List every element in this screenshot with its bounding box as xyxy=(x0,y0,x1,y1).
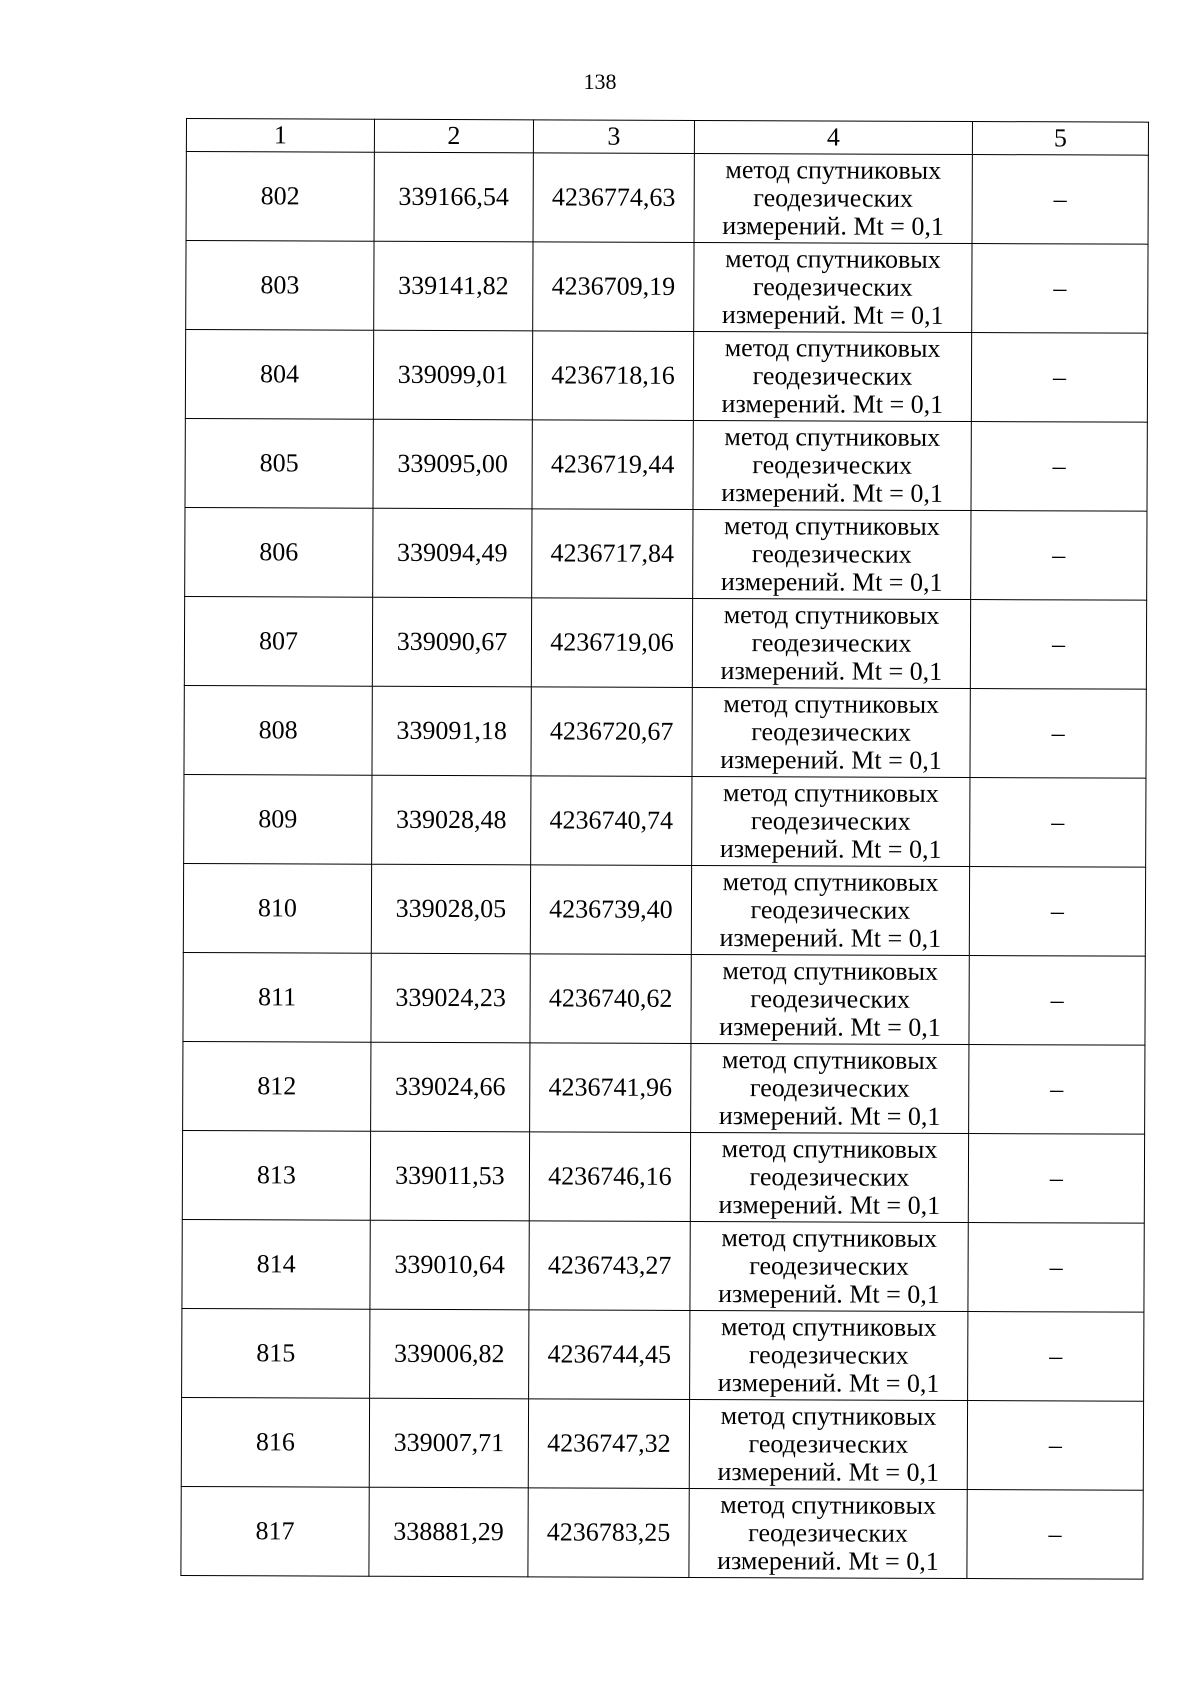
cell-note: – xyxy=(967,1490,1143,1580)
header-col-2: 2 xyxy=(374,119,533,153)
cell-note: – xyxy=(967,1401,1143,1491)
method-line: измерений. Mt = 0,1 xyxy=(720,656,943,686)
cell-y-coordinate: 4236740,74 xyxy=(531,776,692,866)
cell-point-number: 803 xyxy=(186,241,374,331)
method-line: геодезических xyxy=(749,1251,910,1281)
cell-x-coordinate: 339010,64 xyxy=(370,1220,529,1310)
cell-note: – xyxy=(972,155,1148,245)
cell-method xyxy=(691,1043,969,1133)
header-col-3: 3 xyxy=(533,120,694,154)
method-line: измерений. Mt = 0,1 xyxy=(717,1368,940,1398)
cell-point-number: 812 xyxy=(183,1041,371,1131)
method-line: метод спутниковых xyxy=(725,244,941,274)
method-line: геодезических xyxy=(750,984,911,1014)
table-row xyxy=(186,241,1148,334)
method-line: метод спутниковых xyxy=(722,867,939,897)
cell-x-coordinate: 339091,18 xyxy=(372,686,531,776)
cell-point-number: 817 xyxy=(181,1486,369,1576)
cell-point-number: 808 xyxy=(184,685,372,775)
cell-method xyxy=(689,1399,967,1489)
method-line: измерений. Mt = 0,1 xyxy=(721,389,944,419)
method-line: измерений. Mt = 0,1 xyxy=(718,1190,941,1220)
cell-point-number: 802 xyxy=(186,152,374,242)
method-line: геодезических xyxy=(748,1340,909,1370)
cell-note: – xyxy=(969,956,1145,1046)
method-line: измерений. Mt = 0,1 xyxy=(717,1457,940,1487)
method-line: геодезических xyxy=(751,539,912,569)
cell-x-coordinate: 339095,00 xyxy=(373,419,532,509)
cell-note: – xyxy=(968,1223,1144,1313)
cell-x-coordinate: 339141,82 xyxy=(374,241,533,331)
method-line: измерений. Mt = 0,1 xyxy=(719,1012,941,1042)
cell-point-number: 811 xyxy=(183,952,371,1042)
table-header xyxy=(186,119,1148,156)
cell-x-coordinate: 339024,23 xyxy=(371,953,530,1043)
method-line: измерений. Mt = 0,1 xyxy=(722,211,944,241)
cell-method xyxy=(694,242,972,332)
cell-method xyxy=(693,331,971,421)
cell-y-coordinate: 4236746,16 xyxy=(529,1132,690,1222)
method-line: метод спутниковых xyxy=(724,333,941,363)
cell-x-coordinate: 339090,67 xyxy=(372,597,531,687)
cell-y-coordinate: 4236719,44 xyxy=(532,420,693,510)
method-line: геодезических xyxy=(749,1162,910,1192)
method-line: метод спутниковых xyxy=(720,1401,937,1431)
table-row xyxy=(186,152,1148,245)
table-row xyxy=(185,330,1147,423)
method-line: геодезических xyxy=(752,450,913,480)
table-row xyxy=(182,1308,1144,1401)
cell-point-number: 810 xyxy=(183,863,371,953)
cell-y-coordinate: 4236720,67 xyxy=(531,687,692,777)
method-line: метод спутниковых xyxy=(725,155,942,185)
header-col-4: 4 xyxy=(694,120,972,154)
cell-y-coordinate: 4236741,96 xyxy=(530,1043,691,1133)
cell-point-number: 814 xyxy=(182,1219,370,1309)
cell-method xyxy=(693,420,971,510)
method-line: геодезических xyxy=(748,1518,908,1548)
method-line: измерений. Mt = 0,1 xyxy=(721,300,944,330)
table-row xyxy=(182,1130,1144,1223)
table-body xyxy=(181,152,1148,1580)
table-row xyxy=(181,1486,1143,1579)
page-number: 138 xyxy=(583,69,617,94)
cell-x-coordinate: 339028,05 xyxy=(371,864,530,954)
cell-x-coordinate: 338881,29 xyxy=(369,1487,528,1577)
cell-method xyxy=(690,1310,968,1400)
method-line: измерений. Mt = 0,1 xyxy=(720,745,942,775)
cell-method xyxy=(692,776,970,866)
header-col-5: 5 xyxy=(972,122,1148,156)
cell-method xyxy=(693,509,971,599)
table-row xyxy=(182,1219,1144,1312)
cell-y-coordinate: 4236709,19 xyxy=(533,242,694,332)
method-line: метод спутниковых xyxy=(721,1134,938,1164)
method-line: метод спутниковых xyxy=(722,778,939,808)
cell-y-coordinate: 4236747,32 xyxy=(528,1399,689,1489)
method-line: метод спутниковых xyxy=(721,1045,938,1075)
cell-note: – xyxy=(972,244,1148,334)
cell-y-coordinate: 4236744,45 xyxy=(529,1310,690,1400)
cell-note: – xyxy=(970,600,1146,690)
method-line: метод спутниковых xyxy=(720,1490,937,1520)
cell-method xyxy=(694,153,972,243)
method-line: измерений. Mt = 0,1 xyxy=(718,1101,941,1131)
method-line: измерений. Mt = 0,1 xyxy=(718,1279,940,1309)
cell-method xyxy=(692,598,970,688)
table-row xyxy=(183,952,1145,1045)
cell-note: – xyxy=(970,778,1146,868)
cell-x-coordinate: 339094,49 xyxy=(373,508,532,598)
method-line: измерений. Mt = 0,1 xyxy=(719,834,942,864)
cell-y-coordinate: 4236719,06 xyxy=(531,598,692,688)
cell-point-number: 816 xyxy=(181,1397,369,1487)
cell-y-coordinate: 4236743,27 xyxy=(529,1221,690,1311)
cell-note: – xyxy=(969,1045,1145,1135)
cell-note: – xyxy=(971,333,1147,423)
cell-x-coordinate: 339028,48 xyxy=(372,775,531,865)
cell-point-number: 805 xyxy=(185,418,373,508)
cell-x-coordinate: 339007,71 xyxy=(369,1398,528,1488)
method-line: геодезических xyxy=(751,717,912,747)
cell-method xyxy=(690,1221,968,1311)
cell-note: – xyxy=(971,422,1147,512)
method-line: геодезических xyxy=(751,628,912,658)
table-row xyxy=(184,596,1146,689)
header-col-1: 1 xyxy=(186,119,374,153)
method-line: геодезических xyxy=(748,1429,909,1459)
cell-note: – xyxy=(970,689,1146,779)
method-line: метод спутниковых xyxy=(720,1312,937,1342)
cell-point-number: 807 xyxy=(184,596,372,686)
method-line: измерений. Mt = 0,1 xyxy=(719,923,942,953)
cell-note: – xyxy=(968,1134,1144,1224)
cell-y-coordinate: 4236783,25 xyxy=(528,1488,689,1578)
cell-method xyxy=(692,687,970,777)
cell-x-coordinate: 339099,01 xyxy=(373,330,532,420)
table-row xyxy=(181,1397,1143,1490)
cell-x-coordinate: 339006,82 xyxy=(370,1309,529,1399)
method-line: геодезических xyxy=(750,806,911,836)
header-row xyxy=(186,119,1148,156)
coordinates-table-container xyxy=(180,118,1148,1580)
cell-method xyxy=(691,865,969,955)
method-line: метод спутниковых xyxy=(723,689,940,719)
method-line: геодезических xyxy=(752,361,913,391)
method-line: геодезических xyxy=(749,1073,910,1103)
method-line: геодезических xyxy=(753,183,914,213)
cell-note: – xyxy=(971,511,1147,601)
cell-point-number: 806 xyxy=(185,507,373,597)
cell-point-number: 813 xyxy=(182,1130,370,1220)
method-line: геодезических xyxy=(750,895,911,925)
method-line: метод спутниковых xyxy=(724,422,941,452)
method-line: измерений. Mt = 0,1 xyxy=(721,478,943,508)
cell-note: – xyxy=(969,867,1145,957)
cell-y-coordinate: 4236739,40 xyxy=(530,865,691,955)
cell-note: – xyxy=(968,1312,1144,1402)
table-row xyxy=(184,774,1146,867)
method-line: метод спутниковых xyxy=(723,600,940,630)
table-row xyxy=(185,418,1147,511)
table-row xyxy=(183,863,1145,956)
method-line: метод спутниковых xyxy=(722,956,939,986)
cell-method xyxy=(690,1132,968,1222)
table-row xyxy=(183,1041,1145,1134)
cell-point-number: 809 xyxy=(184,774,372,864)
method-line: измерений. Mt = 0,1 xyxy=(720,567,943,597)
method-line: метод спутниковых xyxy=(721,1223,938,1253)
cell-y-coordinate: 4236774,63 xyxy=(533,153,694,243)
method-line: измерений. Mt = 0,1 xyxy=(717,1546,939,1576)
cell-method xyxy=(689,1488,967,1578)
coordinates-table xyxy=(180,118,1149,1580)
cell-x-coordinate: 339024,66 xyxy=(371,1042,530,1132)
table-row xyxy=(185,507,1147,600)
cell-y-coordinate: 4236717,84 xyxy=(532,509,693,599)
cell-x-coordinate: 339011,53 xyxy=(370,1131,529,1221)
method-line: геодезических xyxy=(752,272,913,302)
cell-point-number: 815 xyxy=(182,1308,370,1398)
cell-x-coordinate: 339166,54 xyxy=(374,152,533,242)
cell-y-coordinate: 4236740,62 xyxy=(530,954,691,1044)
cell-point-number: 804 xyxy=(185,330,373,420)
cell-method xyxy=(691,954,969,1044)
table-row xyxy=(184,685,1146,778)
cell-y-coordinate: 4236718,16 xyxy=(532,331,693,421)
method-line: метод спутниковых xyxy=(724,511,940,541)
